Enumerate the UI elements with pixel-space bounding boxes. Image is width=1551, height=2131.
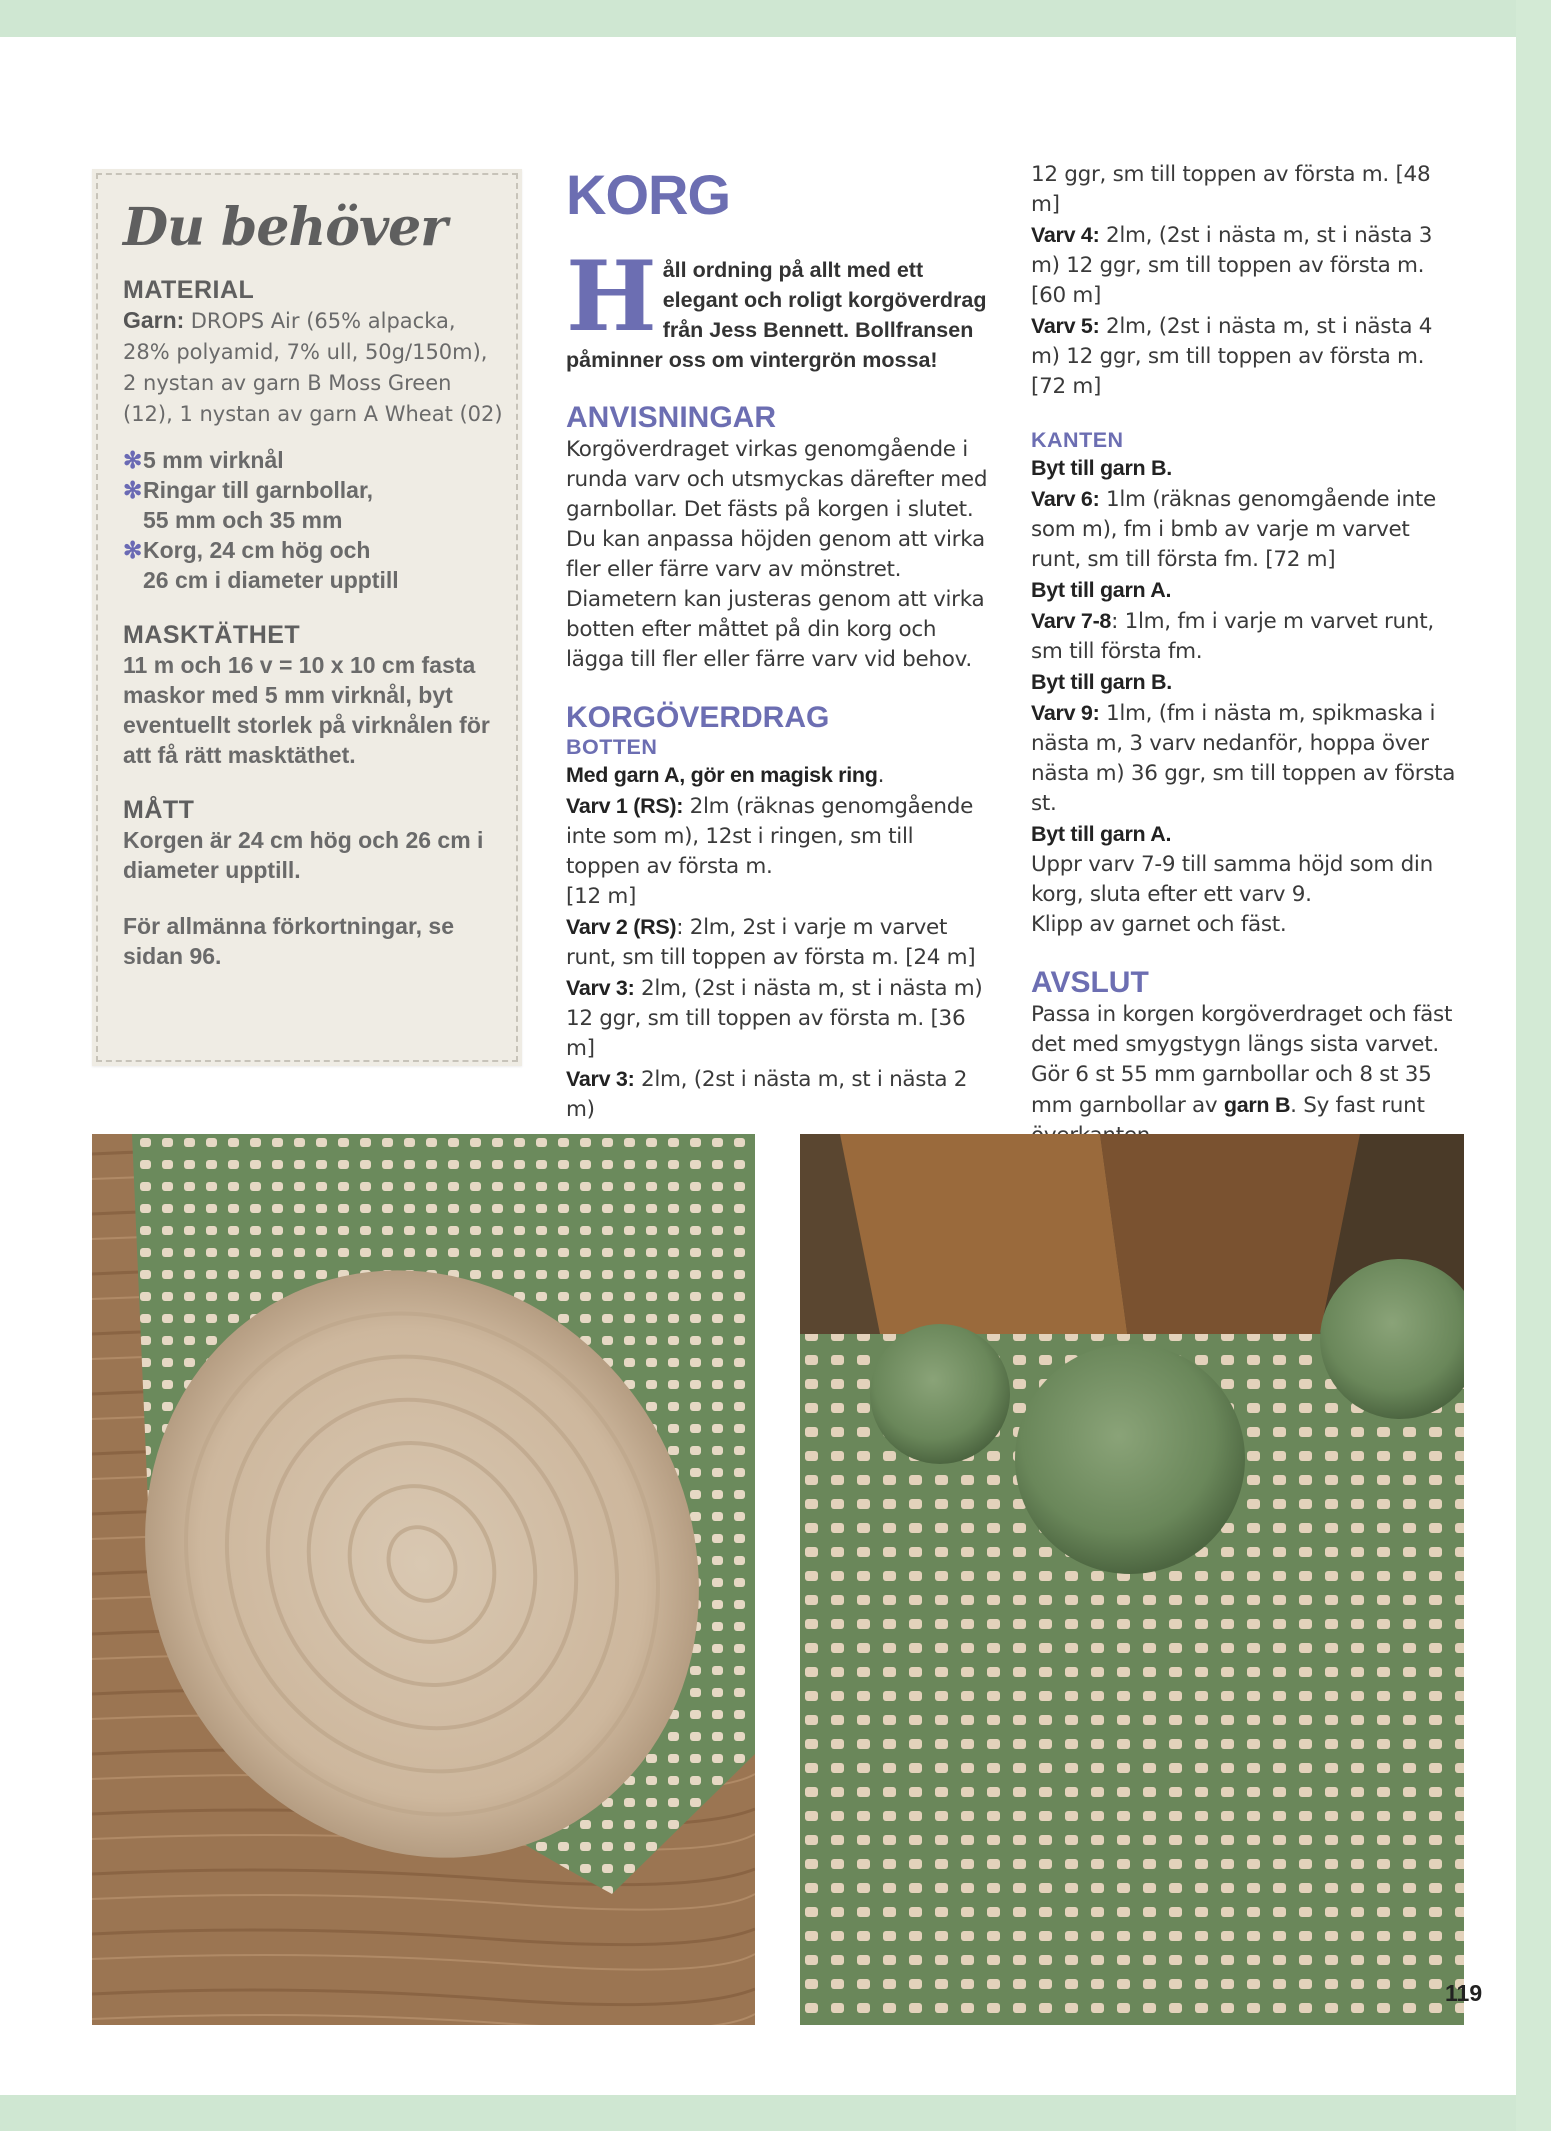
- list-item: ✻ Korg, 24 cm hög och 26 cm i diameter upptill: [123, 537, 399, 593]
- tools-list: [123, 445, 503, 595]
- pattern-column-1: [566, 162, 988, 1125]
- drop-cap: H: [566, 240, 657, 353]
- intro-paragraph: Håll ordning på allt med ett elegant och roligt korgöverdrag från Jess Bennett. Bollfransen påminner oss om vintergrön mossa!: [566, 240, 987, 372]
- bottom-subheading: BOTTEN: [566, 735, 658, 759]
- page-number: 119: [1445, 1980, 1483, 2006]
- material-heading: MATERIAL: [123, 276, 255, 304]
- size-heading: MÅTT: [123, 796, 195, 824]
- finishing-heading: AVSLUT: [1031, 966, 1149, 999]
- asterisk-icon: ✻: [123, 477, 143, 503]
- page-title: KORG: [566, 163, 730, 226]
- abbreviations-note: För allmänna förkortningar, se sidan 96.: [123, 913, 455, 969]
- finishing-text: Passa in korgen korgöverdraget och fäst det med smygstygn längs sista varvet. Gör 6 st 55 mm garnbollar och 8 st 35 mm garnbollar av garn B. Sy fast runt: [1031, 1002, 1453, 1118]
- gauge-heading: MASKTÄTHET: [123, 621, 301, 649]
- instructions-heading: ANVISNINGAR: [566, 401, 777, 434]
- card-title: Du behöver: [123, 197, 447, 258]
- bottom-instructions: Med garn A, gör en magisk ring. Varv 1 (RS): 2lm (räknas genomgående inte som m), 12st i ringen, sm till toppen av första m. [12 m] Varv 2 (RS): 2lm, 2st i varje m varvet runt, sm till toppen av första m. [24 m] Varv 3: 2lm, (2st i nästa m, st i nästa m) 12 ggr, sm till toppen av första m. [36 m] Varv 3: 2lm, (2st i nästa m, st i nästa 2 m): [566, 763, 983, 1122]
- material-text: Garn: DROPS Air (65% alpacka, 28% polyamid, 7% ull, 50g/150m), 2 nystan av garn B Moss Green (12), 1 nystan av garn A Wheat (02): [123, 307, 503, 426]
- gauge-text: 11 m och 16 v = 10 x 10 cm fasta maskor med 5 mm virknål, byt eventuellt storlek på virknålen för att få rätt masktäthet.: [123, 652, 490, 768]
- list-item: ✻ Ringar till garnbollar, 55 mm och 35 mm: [123, 477, 374, 533]
- asterisk-icon: ✻: [123, 447, 143, 473]
- rounds-continued: 12 ggr, sm till toppen av första m. [48 m] Varv 4: 2lm, (2st i nästa m, st i nästa 3 m) 12 ggr, sm till toppen av första m. [60 m] Varv 5: 2lm, (2st i nästa m, st i nästa 4 m) 12 ggr, sm till toppen av första m. [72 m]: [1031, 162, 1433, 399]
- cover-heading: KORGÖVERDRAG: [566, 701, 830, 734]
- edge-subheading: KANTEN: [1031, 428, 1124, 452]
- pattern-column-2: [1031, 160, 1461, 1151]
- basket-pompom-photo: [800, 1134, 1464, 2025]
- list-item: ✻ 5 mm virknål: [123, 447, 284, 473]
- size-text: Korgen är 24 cm hög och 26 cm i diameter upptill.: [123, 827, 484, 883]
- edge-instructions: Byt till garn B. Varv 6: 1lm (räknas genomgående inte som m), fm i bmb av varje m varvet runt, sm till första fm. [72 m] Byt till garn A. Varv 7-8: 1lm, fm i varje m varvet runt, sm till första fm. Byt till garn B. Varv 9: 1lm, (fm i nästa m, spikmaska i nästa m, 3 varv nedanför, hoppa över nästa m) 36 ggr, sm till toppen av första st. Byt till garn A. Uppr varv 7-9 till samma höjd som din korg, sluta efter ett varv 9. Klipp av garnet och fäst.: [1031, 456, 1456, 937]
- basket-bottom-photo: [92, 1134, 755, 2025]
- materials-card: [92, 169, 522, 1066]
- instructions-text: Korgöverdraget virkas genomgående i runda varv och utsmyckas därefter med garnbollar. Det fästs på korgen i slutet. Du kan anpassa höjden genom att virka fler eller färre varv av mönstret. Diametern kan justeras genom att virka botten efter måttet på din korg och lägga till fler eller färre varv vid behov.: [566, 437, 988, 672]
- asterisk-icon: ✻: [123, 537, 143, 563]
- page-border-right: [1516, 0, 1551, 2131]
